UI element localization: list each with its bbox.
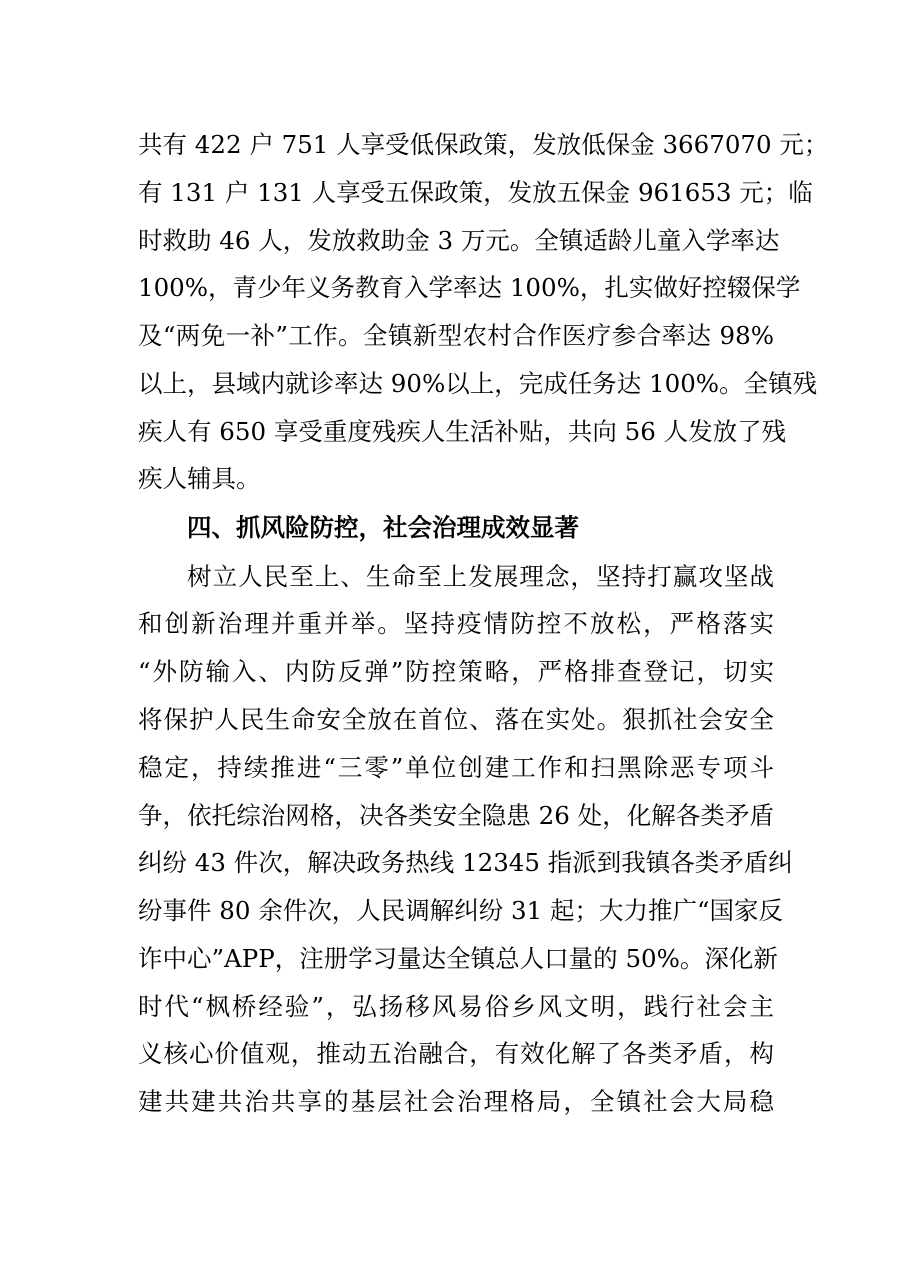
paragraph-2-line-8: 纷事件 80 余件次，人民调解纠纷 31 起；大力推广“国家反 (138, 896, 784, 925)
paragraph-1-line-6: 以上，县域内就诊率达 90%以上，完成任务达 100%。全镇残 (138, 369, 818, 398)
paragraph-2-line-11: 义核心价值观，推动五治融合，有效化解了各类矛盾，构 (138, 1039, 774, 1068)
paragraph-1-line-2: 有 131 户 131 人享受五保政策，发放五保金 961653 元；临 (138, 178, 813, 207)
paragraph-2-line-10: 时代“枫桥经验”，弘扬移风易俗乡风文明，践行社会主 (138, 992, 774, 1021)
paragraph-2-line-6: 争，依托综治网格，决各类安全隐患 26 处，化解各类矛盾 (138, 801, 774, 830)
paragraph-1-line-4: 100%，青少年义务教育入学率达 100%，扎实做好控辍保学 (138, 273, 801, 302)
paragraph-2-line-1: 树立人民至上、生命至上发展理念，坚持打赢攻坚战 (187, 562, 774, 591)
paragraph-1-line-5: 及“两免一补”工作。全镇新型农村合作医疗参合率达 98% (138, 321, 774, 350)
paragraph-2-line-7: 纠纷 43 件次，解决政务热线 12345 指派到我镇各类矛盾纠 (138, 848, 793, 877)
paragraph-1-line-1: 共有 422 户 751 人享受低保政策，发放低保金 3667070 元； (138, 130, 829, 159)
paragraph-1-line-7: 疾人有 650 享受重度残疾人生活补贴，共向 56 人发放了残 (138, 417, 787, 446)
paragraph-2-line-4: 将保护人民生命安全放在首位、落在实处。狠抓社会安全 (138, 705, 774, 734)
paragraph-2-line-9: 诈中心”APP，注册学习量达全镇总人口量的 50%。深化新 (138, 944, 778, 973)
paragraph-2-line-5: 稳定，持续推进“三零”单位创建工作和扫黑除恶专项斗 (138, 753, 774, 782)
paragraph-2-line-2: 和创新治理并重并举。坚持疫情防控不放松，严格落实 (138, 609, 774, 638)
paragraph-2-line-3: “外防输入、内防反弹”防控策略，严格排查登记，切实 (138, 657, 774, 686)
paragraph-2-line-12: 建共建共治共享的基层社会治理格局，全镇社会大局稳 (138, 1087, 774, 1116)
paragraph-1-line-8: 疾人辅具。 (138, 464, 261, 493)
paragraph-1-line-3: 时救助 46 人，发放救助金 3 万元。全镇适龄儿童入学率达 (138, 226, 780, 255)
section-heading: 四、抓风险防控，社会治理成效显著 (187, 513, 579, 542)
